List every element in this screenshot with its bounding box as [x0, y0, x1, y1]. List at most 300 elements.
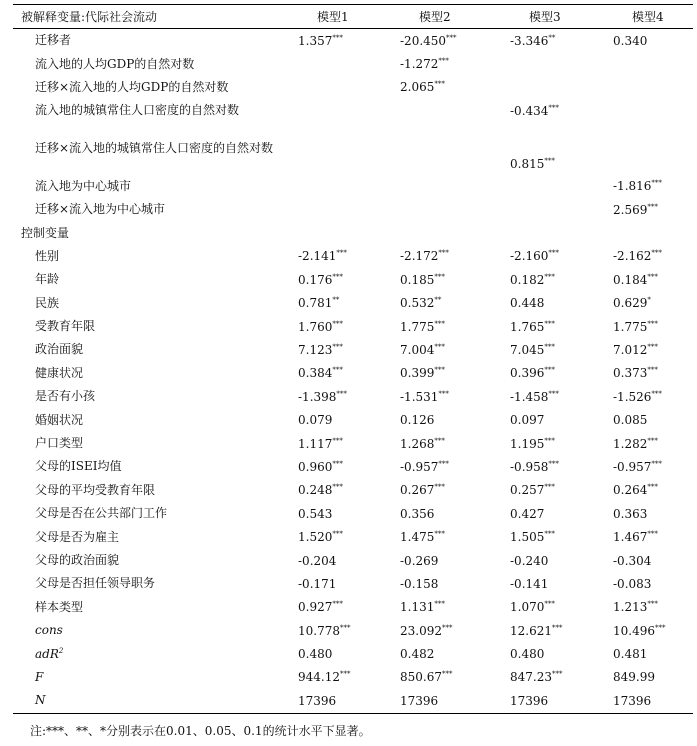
label-superscript: 2 [58, 646, 64, 655]
significance-stars: *** [552, 670, 563, 679]
model-1-header: 模型1 [317, 10, 349, 24]
significance-stars: *** [647, 600, 658, 609]
significance-stars: *** [548, 459, 559, 468]
variable-label-text: 迁移×流入地为中心城市 [35, 202, 166, 217]
coefficient-cell [387, 619, 497, 642]
coefficient-value: 0.543 [298, 506, 333, 521]
regression-table [13, 4, 693, 714]
variable-label-text: 样本类型 [35, 599, 84, 614]
coefficient-cell [387, 572, 497, 595]
variable-label-text: 迁移×流入地的城镇常住人口密度的自然对数 [35, 141, 274, 156]
coefficient-value: 1.268 [400, 436, 435, 451]
significance-stars: *** [647, 272, 658, 281]
significance-stars: *** [647, 366, 658, 375]
coefficient-value: -1.816 [613, 179, 652, 194]
significance-stars: *** [438, 57, 449, 66]
coefficient-cell [285, 221, 387, 244]
coefficient-cell [600, 123, 693, 175]
coefficient-value: 0.629 [613, 296, 648, 311]
coefficient-value: -20.450 [400, 33, 447, 48]
coefficient-value: 1.775 [613, 319, 648, 334]
coefficient-value: 0.781 [298, 296, 333, 311]
table-footnote: 注:***、**、*分别表示在0.01、0.05、0.1的统计水平下显著。 [30, 724, 371, 738]
coefficient-cell [600, 315, 693, 338]
coefficient-value: -2.162 [613, 249, 652, 264]
coefficient-cell [387, 245, 497, 268]
coefficient-cell [285, 408, 387, 431]
coefficient-cell [600, 479, 693, 502]
significance-stars: *** [332, 436, 343, 445]
coefficient-cell [387, 385, 497, 408]
coefficient-value: 10.496 [613, 623, 655, 638]
coefficient-value: -1.458 [510, 389, 549, 404]
coefficient-value: -0.171 [298, 576, 337, 591]
coefficient-value: 1.117 [298, 436, 333, 451]
coefficient-cell [497, 198, 600, 221]
coefficient-value: 0.384 [298, 366, 333, 381]
coefficient-cell [285, 198, 387, 221]
variable-label [13, 52, 285, 75]
coefficient-value: -0.240 [510, 553, 549, 568]
table-row [13, 502, 693, 525]
coefficient-value: 0.185 [400, 272, 435, 287]
variable-label [13, 642, 285, 665]
table-row [13, 292, 693, 315]
table-row [13, 596, 693, 619]
significance-stars: *** [544, 436, 555, 445]
table-row [13, 642, 693, 665]
coefficient-value: 0.960 [298, 459, 333, 474]
coefficient-value: 0.480 [510, 647, 545, 662]
variable-label-text: 父母是否担任领导职务 [35, 576, 156, 591]
regression-table-container [13, 4, 693, 714]
variable-label-text: 民族 [35, 295, 60, 310]
coefficient-cell [387, 315, 497, 338]
coefficient-cell [497, 76, 600, 99]
table-row [13, 525, 693, 548]
significance-stars: * [647, 296, 651, 305]
variable-label [13, 99, 285, 122]
significance-stars: ** [548, 33, 556, 42]
coefficient-value: 1.775 [400, 319, 435, 334]
significance-stars: *** [647, 483, 658, 492]
coefficient-value: 0.482 [400, 647, 435, 662]
coefficient-cell [387, 689, 497, 713]
coefficient-cell [600, 52, 693, 75]
coefficient-cell [387, 502, 497, 525]
significance-stars: *** [544, 272, 555, 281]
significance-stars: *** [332, 459, 343, 468]
coefficient-value: 7.004 [400, 342, 435, 357]
variable-label [13, 175, 285, 198]
coefficient-cell [497, 432, 600, 455]
coefficient-cell [600, 549, 693, 572]
coefficient-value: 0.264 [613, 483, 648, 498]
significance-stars: *** [438, 249, 449, 258]
variable-label [13, 338, 285, 361]
table-row [13, 315, 693, 338]
table-row [13, 76, 693, 99]
significance-stars: ** [332, 296, 340, 305]
variable-label-text: 性别 [35, 248, 60, 263]
significance-stars: *** [647, 319, 658, 328]
coefficient-value: 1.505 [510, 530, 545, 545]
coefficient-cell [497, 268, 600, 291]
coefficient-cell [497, 99, 600, 122]
variable-label [13, 596, 285, 619]
coefficient-cell [285, 666, 387, 689]
variable-label-text: 父母是否为雇主 [35, 529, 120, 544]
significance-stars: *** [340, 623, 351, 632]
coefficient-value: 0.257 [510, 483, 545, 498]
coefficient-cell [387, 479, 497, 502]
coefficient-value: 0.480 [298, 647, 333, 662]
coefficient-value: 0.356 [400, 506, 435, 521]
coefficient-value: 10.778 [298, 623, 340, 638]
significance-stars: *** [336, 249, 347, 258]
variable-label [13, 502, 285, 525]
significance-stars: *** [647, 342, 658, 351]
coefficient-cell [497, 689, 600, 713]
coefficient-cell [600, 572, 693, 595]
coefficient-cell [387, 123, 497, 175]
variable-label-text: 是否有小孩 [35, 389, 96, 404]
significance-stars: *** [332, 600, 343, 609]
coefficient-cell [387, 666, 497, 689]
variable-label [13, 123, 285, 175]
table-row [13, 455, 693, 478]
significance-stars: *** [434, 530, 445, 539]
coefficient-cell [285, 338, 387, 361]
variable-label-text: cons [35, 623, 63, 638]
coefficient-value: 944.12 [298, 670, 340, 685]
variable-label [13, 198, 285, 221]
variable-label [13, 689, 285, 713]
coefficient-cell [600, 642, 693, 665]
coefficient-cell [600, 245, 693, 268]
variable-label [13, 432, 285, 455]
coefficient-value: 17396 [298, 693, 337, 708]
variable-label-text: 户口类型 [35, 436, 84, 451]
coefficient-cell [285, 175, 387, 198]
table-row [13, 385, 693, 408]
significance-stars: *** [438, 389, 449, 398]
variable-label-text: 健康状况 [35, 365, 84, 380]
coefficient-value: -0.158 [400, 576, 439, 591]
coefficient-value: 7.012 [613, 342, 648, 357]
coefficient-value: 0.176 [298, 272, 333, 287]
coefficient-cell [387, 455, 497, 478]
coefficient-value: 0.182 [510, 272, 545, 287]
coefficient-value: 0.248 [298, 483, 333, 498]
coefficient-cell [600, 221, 693, 244]
coefficient-cell [285, 362, 387, 385]
coefficient-value: 17396 [510, 693, 549, 708]
coefficient-cell [600, 175, 693, 198]
variable-label [13, 408, 285, 431]
significance-stars: *** [544, 319, 555, 328]
coefficient-cell [387, 268, 497, 291]
coefficient-cell [497, 52, 600, 75]
coefficient-value: 0.532 [400, 296, 435, 311]
significance-stars: *** [446, 33, 457, 42]
coefficient-value: 0.448 [510, 296, 545, 311]
significance-stars: *** [548, 389, 559, 398]
coefficient-cell [497, 455, 600, 478]
variable-label [13, 619, 285, 642]
coefficient-value: 1.765 [510, 319, 545, 334]
coefficient-cell [600, 385, 693, 408]
significance-stars: *** [332, 33, 343, 42]
coefficient-cell [285, 432, 387, 455]
coefficient-cell [497, 315, 600, 338]
coefficient-value: 0.267 [400, 483, 435, 498]
significance-stars: *** [332, 530, 343, 539]
table-body [13, 29, 693, 714]
coefficient-cell [387, 642, 497, 665]
significance-stars: *** [647, 436, 658, 445]
model-3-header: 模型3 [529, 10, 561, 24]
variable-label-text: 迁移×流入地的人均GDP的自然对数 [35, 79, 229, 94]
coefficient-value: 1.213 [613, 600, 648, 615]
variable-label-text: 流入地的城镇常住人口密度的自然对数 [35, 103, 240, 118]
significance-stars: *** [434, 366, 445, 375]
coefficient-value: 0.927 [298, 600, 333, 615]
significance-stars: *** [544, 156, 555, 165]
significance-stars: *** [544, 342, 555, 351]
variable-label [13, 315, 285, 338]
significance-stars: ** [434, 296, 442, 305]
coefficient-cell [600, 619, 693, 642]
significance-stars: *** [336, 389, 347, 398]
coefficient-value: -0.304 [613, 553, 652, 568]
coefficient-cell [497, 525, 600, 548]
coefficient-cell [285, 619, 387, 642]
coefficient-cell [387, 175, 497, 198]
significance-stars: *** [434, 600, 445, 609]
significance-stars: *** [552, 623, 563, 632]
coefficient-cell [285, 642, 387, 665]
coefficient-cell [387, 408, 497, 431]
significance-stars: *** [544, 600, 555, 609]
coefficient-cell [285, 525, 387, 548]
coefficient-cell [387, 525, 497, 548]
significance-stars: *** [651, 389, 662, 398]
variable-label-text: 父母是否在公共部门工作 [35, 506, 168, 521]
coefficient-value: 12.621 [510, 623, 552, 638]
variable-label [13, 572, 285, 595]
coefficient-value: -3.346 [510, 33, 549, 48]
coefficient-cell [387, 99, 497, 122]
coefficient-value: 2.065 [400, 80, 435, 95]
coefficient-cell [285, 245, 387, 268]
coefficient-value: 1.357 [298, 33, 333, 48]
variable-label-text: 流入地为中心城市 [35, 178, 132, 193]
coefficient-cell [285, 292, 387, 315]
variable-label-text: 受教育年限 [35, 319, 96, 334]
coefficient-value: 0.079 [298, 413, 333, 428]
coefficient-cell [497, 549, 600, 572]
table-row [13, 198, 693, 221]
variable-label-text: F [35, 669, 44, 684]
coefficient-value: 1.195 [510, 436, 545, 451]
table-row [13, 572, 693, 595]
coefficient-cell [497, 123, 600, 175]
coefficient-value: 1.760 [298, 319, 333, 334]
variable-label [13, 362, 285, 385]
coefficient-value: 0.399 [400, 366, 435, 381]
coefficient-value: 850.67 [400, 670, 442, 685]
significance-stars: *** [647, 530, 658, 539]
variable-label [13, 76, 285, 99]
significance-stars: *** [434, 342, 445, 351]
significance-stars: *** [651, 179, 662, 188]
variable-label [13, 268, 285, 291]
model-4-header: 模型4 [632, 10, 664, 24]
significance-stars: *** [442, 670, 453, 679]
coefficient-value: 1.520 [298, 530, 333, 545]
significance-stars: *** [548, 249, 559, 258]
significance-stars: *** [442, 623, 453, 632]
coefficient-cell [497, 385, 600, 408]
coefficient-cell [600, 502, 693, 525]
coefficient-value: 1.131 [400, 600, 435, 615]
coefficient-value: 849.99 [613, 670, 655, 685]
coefficient-value: 847.23 [510, 670, 552, 685]
significance-stars: *** [651, 249, 662, 258]
coefficient-value: -1.526 [613, 389, 652, 404]
coefficient-value: 7.045 [510, 342, 545, 357]
coefficient-cell [285, 52, 387, 75]
coefficient-value: -0.957 [613, 459, 652, 474]
variable-label [13, 385, 285, 408]
dependent-variable-header: 被解释变量:代际社会流动 [21, 10, 158, 24]
coefficient-cell [285, 596, 387, 619]
variable-label [13, 549, 285, 572]
significance-stars: *** [434, 80, 445, 89]
coefficient-cell [497, 29, 600, 53]
table-row [13, 479, 693, 502]
coefficient-value: 0.085 [613, 413, 648, 428]
table-row [13, 408, 693, 431]
table-row [13, 666, 693, 689]
significance-stars: *** [655, 623, 666, 632]
significance-stars: *** [651, 459, 662, 468]
table-row [13, 245, 693, 268]
table-row [13, 549, 693, 572]
coefficient-cell [387, 52, 497, 75]
table-row [13, 221, 693, 244]
significance-stars: *** [434, 319, 445, 328]
table-row [13, 175, 693, 198]
coefficient-cell [497, 175, 600, 198]
coefficient-value: 0.373 [613, 366, 648, 381]
section-label [13, 221, 285, 244]
coefficient-value: -1.272 [400, 57, 439, 72]
variable-label-text: 迁移者 [35, 33, 72, 48]
model-2-header: 模型2 [419, 10, 451, 24]
coefficient-cell [497, 666, 600, 689]
variable-label-text: 父母的政治面貌 [35, 553, 120, 567]
significance-stars: *** [332, 483, 343, 492]
coefficient-value: -1.531 [400, 389, 439, 404]
coefficient-value: 17396 [400, 693, 439, 708]
coefficient-cell [387, 76, 497, 99]
coefficient-cell [600, 29, 693, 53]
coefficient-cell [387, 549, 497, 572]
coefficient-cell [285, 268, 387, 291]
coefficient-value: 0.427 [510, 506, 545, 521]
significance-stars: *** [340, 670, 351, 679]
coefficient-value: 23.092 [400, 623, 442, 638]
coefficient-cell [600, 666, 693, 689]
significance-stars: *** [548, 103, 559, 112]
coefficient-cell [600, 362, 693, 385]
coefficient-value: 2.569 [613, 202, 648, 217]
coefficient-cell [497, 362, 600, 385]
variable-label [13, 525, 285, 548]
significance-stars: *** [434, 436, 445, 445]
coefficient-value: 1.070 [510, 600, 545, 615]
coefficient-value: -0.204 [298, 553, 337, 568]
table-row [13, 99, 693, 122]
coefficient-cell [285, 29, 387, 53]
coefficient-cell [600, 99, 693, 122]
coefficient-value: 0.126 [400, 413, 435, 428]
coefficient-value: -2.172 [400, 249, 439, 264]
coefficient-value: -0.141 [510, 576, 549, 591]
table-header-row [13, 5, 693, 29]
coefficient-cell [600, 76, 693, 99]
coefficient-cell [497, 479, 600, 502]
significance-stars: *** [332, 272, 343, 281]
variable-label [13, 292, 285, 315]
coefficient-value: -0.083 [613, 576, 652, 591]
variable-label-text: 政治面貌 [35, 342, 84, 357]
coefficient-cell [387, 432, 497, 455]
variable-label-text: N [35, 693, 46, 708]
coefficient-value: 0.363 [613, 506, 648, 521]
significance-stars: *** [544, 366, 555, 375]
coefficient-cell [285, 455, 387, 478]
coefficient-cell [285, 76, 387, 99]
table-row [13, 268, 693, 291]
variable-label [13, 245, 285, 268]
coefficient-value: 0.815 [510, 156, 545, 171]
coefficient-value: -0.269 [400, 553, 439, 568]
coefficient-cell [497, 408, 600, 431]
coefficient-cell [387, 362, 497, 385]
coefficient-cell [285, 123, 387, 175]
coefficient-cell [600, 408, 693, 431]
significance-stars: *** [332, 366, 343, 375]
coefficient-value: 0.184 [613, 272, 648, 287]
coefficient-value: -2.160 [510, 249, 549, 264]
coefficient-cell [285, 315, 387, 338]
coefficient-cell [600, 268, 693, 291]
coefficient-cell [497, 221, 600, 244]
coefficient-value: 1.282 [613, 436, 648, 451]
coefficient-cell [497, 642, 600, 665]
coefficient-cell [497, 619, 600, 642]
table-row [13, 362, 693, 385]
coefficient-value: -0.957 [400, 459, 439, 474]
significance-stars: *** [544, 530, 555, 539]
coefficient-cell [387, 29, 497, 53]
coefficient-value: 0.097 [510, 413, 545, 428]
coefficient-value: 1.475 [400, 530, 435, 545]
coefficient-value: -0.434 [510, 103, 549, 118]
